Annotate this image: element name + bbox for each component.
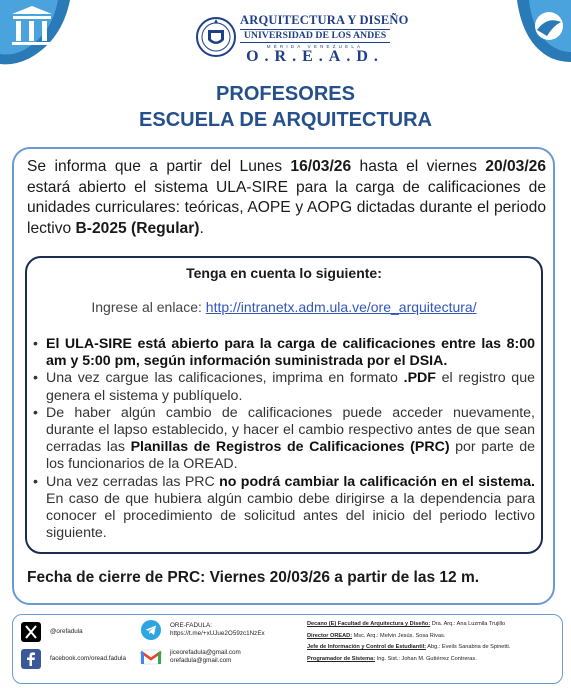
university-crest-icon (195, 14, 237, 60)
list-item: • De haber algún cambio de calificaciones puede acceder nuevamente, durante el lapso establecido, y hacer el cambio respectivo antes de que sean cerradas las Planillas de Registros de Calificaciones (PRC) por parte de los funcionarios de la OREAD. (33, 405, 535, 474)
brand-block (240, 13, 409, 66)
facebook-url: facebook.com/oread.fadula (50, 655, 126, 662)
closing-date: Fecha de cierre de PRC: Viernes 20/03/26 a partir de las 12 m. (27, 569, 480, 586)
academic-period: B-2025 (Regular) (75, 219, 200, 237)
email-contact[interactable] (140, 646, 241, 668)
credit-line: Jefe de Información y Control de Estudiantil: Abg.: Eveils Sanabria de Spinetti. (307, 644, 511, 651)
credit-line: Decano (E) Facultad de Arquitectura y Diseño: Dra. Arq.: Ana Luzmila Trujillo (307, 621, 506, 627)
x-handle: @orefadula (50, 628, 83, 635)
telegram-contact[interactable] (140, 619, 265, 641)
credits-block (307, 620, 557, 667)
telegram-label: ORE-FADULA: (170, 622, 212, 629)
x-contact[interactable] (20, 621, 83, 643)
start-date: 16/03/26 (290, 158, 352, 175)
list-item: • Una vez cerradas las PRC no podrá cambiar la calificación en el sistema. En caso de que hubiera algún cambio debe dirigirse a la dependencia para conocer el procedimiento de solicitud antes del inicio del periodo lectivo siguiente. (33, 474, 535, 543)
header (0, 0, 571, 70)
brand-university: UNIVERSIDAD DE LOS ANDES (243, 30, 387, 41)
facebook-contact[interactable] (20, 648, 126, 670)
university-emblem-icon (489, 0, 571, 72)
credit-line: Programador de Sistema: Ing. Sist.: Johan M. Gutiérrez Contreras. (307, 656, 477, 663)
telegram-link: https://t.me/+xUJue2O59zc1NzEx (170, 630, 265, 637)
email-primary: jiceorefadula@gmail.com (170, 649, 241, 656)
end-date: 20/03/26 (485, 158, 546, 175)
telegram-icon (140, 619, 162, 641)
credit-line: Director OREAD: Msc. Arq.: Melvin Jesús. Sosa Rivas. (307, 632, 446, 639)
facebook-icon (20, 648, 42, 670)
brand-name: ARQUITECTURA Y DISEÑO (240, 13, 409, 27)
x-icon (20, 621, 42, 643)
gmail-icon (140, 646, 162, 668)
notes-list (33, 336, 535, 542)
page-title: PROFESORES (216, 83, 355, 105)
brand-acronym: O.R.E.A.D. (246, 48, 384, 65)
list-item: • Una vez cargue las calificaciones, imprima en formato .PDF el registro que genera el sistema y publíquelo. (33, 370, 535, 404)
list-item: • El ULA-SIRE está abierto para la carga de calificaciones entre las 8:00 am y 5:00 pm, según información suministrada por el DSIA. (33, 336, 535, 370)
notes-title: Tenga en cuenta lo siguiente: (186, 265, 382, 281)
columns-building-icon (0, 0, 90, 72)
intranet-link[interactable]: http://intranetx.adm.ula.ve/ore_arquitectura/ (205, 299, 477, 315)
brand-location: MÉRIDA VENEZUELA (266, 44, 364, 49)
email-secondary: orefadula@gmail.com (170, 657, 232, 664)
link-row: Ingrese al enlace: http://intranetx.adm.ula.ve/ore_arquitectura/ (91, 299, 477, 315)
intro-paragraph: Se informa que a partir del Lunes 16/03/26 hasta el viernes 20/03/26 estará abierto el sistema ULA-SIRE para la carga de calificaciones de unidades curriculares: teóricas, AOPE y AOPG dictadas durante el periodo lectivo B-2025 (Regular). (27, 158, 546, 237)
page-subtitle: ESCUELA DE ARQUITECTURA (139, 109, 432, 131)
